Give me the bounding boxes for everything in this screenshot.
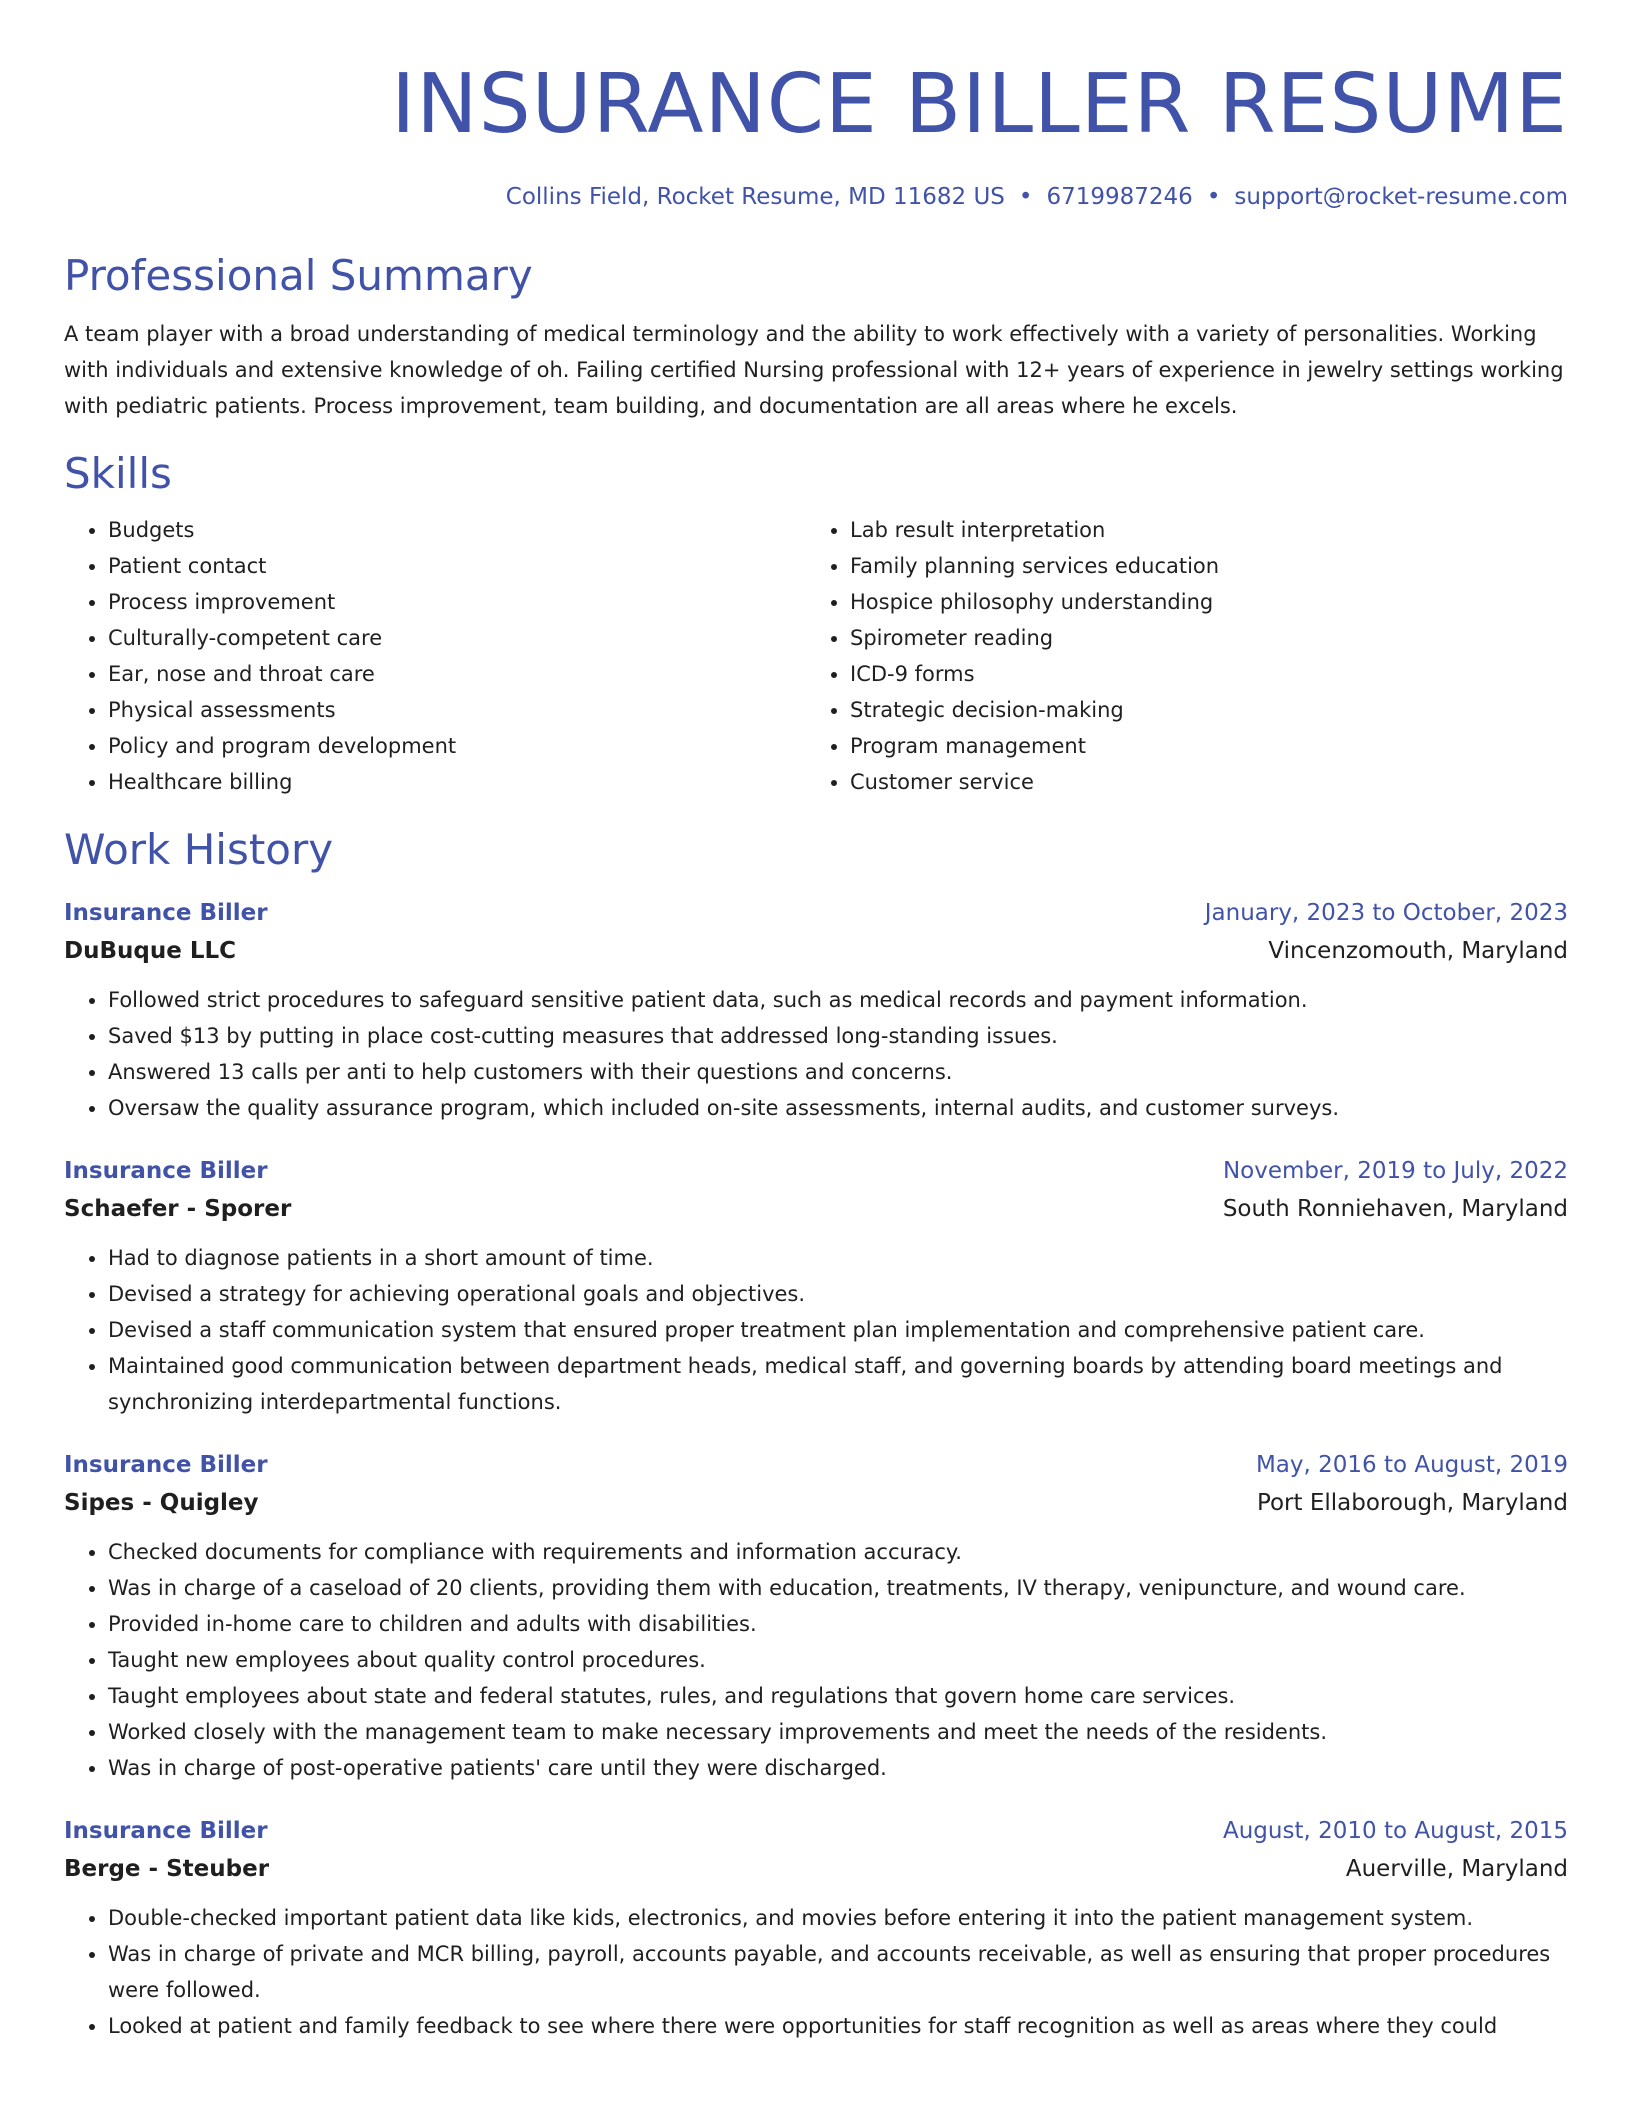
contact-email: support@rocket-resume.com [1234,184,1568,210]
resume-page [64,0,1568,2044]
job-bullets [64,1240,1568,1420]
job-bullets [64,1534,1568,1786]
job-bullet: • Checked documents for compliance with requirements and information accuracy. [108,1534,1568,1570]
skill-item: • Family planning services education [850,548,1548,584]
resume-header [64,0,1568,214]
skills-heading: Skills [64,449,172,498]
job-bullet: • Answered 13 calls per anti to help customers with their questions and concerns. [108,1054,1568,1090]
job-bullet: • Taught new employees about quality control procedures. [108,1642,1568,1678]
job-company-row [64,932,1568,970]
job-bullet: • Double-checked important patient data like kids, electronics, and movies before entering it into the patient management system. [108,1900,1568,1936]
job-bullet: • Devised a strategy for achieving operational goals and objectives. [108,1276,1568,1312]
skill-item: • ICD-9 forms [850,656,1548,692]
job-title: Insurance Biller [64,1452,268,1478]
resume-title: INSURANCE BILLER RESUME [391,57,1568,152]
skill-item: • Hospice philosophy understanding [850,584,1548,620]
job-entry [64,1812,1568,2044]
job-title-row [64,1812,1568,1850]
job-entry [64,1446,1568,1786]
skill-item: • Strategic decision-making [850,692,1548,728]
job-company: Schaefer - Sporer [64,1196,292,1222]
job-bullet: • Devised a staff communication system that ensured proper treatment plan implementation and comprehensive patient care. [108,1312,1568,1348]
job-company: Berge - Steuber [64,1856,270,1882]
contact-line [64,180,1568,214]
job-bullet: • Was in charge of private and MCR billing, payroll, accounts payable, and accounts receivable, as well as ensuring that proper procedures were followed. [108,1936,1568,2008]
summary-text: A team player with a broad understanding of medical terminology and the ability to work effectively with a variety of personalities. Working with individuals and extensive knowledge of oh. Failing certified Nursing professional with 12+ years of experience in jewelry settings working with pediatric patients. Process improvement, team building, and documentation are all areas where he excels. [64,322,1564,418]
skill-item: • Budgets [108,512,806,548]
job-entry [64,1152,1568,1420]
job-bullet: • Was in charge of a caseload of 20 clients, providing them with education, treatments, IV therapy, venipuncture, and wound care. [108,1570,1568,1606]
job-company: DuBuque LLC [64,938,237,964]
job-bullet: • Was in charge of post-operative patients' care until they were discharged. [108,1750,1568,1786]
skill-item: • Process improvement [108,584,806,620]
skill-item: • Policy and program development [108,728,806,764]
skill-item: • Lab result interpretation [850,512,1548,548]
job-location: Auerville, Maryland [1345,1856,1568,1882]
skill-item: • Customer service [850,764,1548,800]
skills-grid [64,512,1568,800]
contact-phone: 6719987246 [1046,184,1193,210]
job-bullet: • Taught employees about state and federal statutes, rules, and regulations that govern home care services. [108,1678,1568,1714]
work-history-heading: Work History [64,825,334,874]
job-title: Insurance Biller [64,1818,268,1844]
contact-address: Collins Field, Rocket Resume, MD 11682 US [505,184,1005,210]
job-title-row [64,1446,1568,1484]
job-entry [64,894,1568,1126]
job-dates: November, 2019 to July, 2022 [1222,1158,1568,1184]
job-company-row [64,1484,1568,1522]
job-bullet: • Had to diagnose patients in a short amount of time. [108,1240,1568,1276]
skill-item: • Physical assessments [108,692,806,728]
skill-item: • Spirometer reading [850,620,1548,656]
skill-item: • Ear, nose and throat care [108,656,806,692]
job-bullet: • Provided in-home care to children and adults with disabilities. [108,1606,1568,1642]
job-bullet: • Worked closely with the management team to make necessary improvements and meet the needs of the residents. [108,1714,1568,1750]
job-bullet: • Saved $13 by putting in place cost-cutting measures that addressed long-standing issues. [108,1018,1568,1054]
skills-list-left [64,512,806,800]
contact-separator: • [1206,184,1221,210]
job-title: Insurance Biller [64,1158,268,1184]
skill-item: • Culturally-competent care [108,620,806,656]
job-dates: January, 2023 to October, 2023 [1204,900,1568,926]
job-title-row [64,1152,1568,1190]
job-dates: May, 2016 to August, 2019 [1255,1452,1568,1478]
job-bullet: • Followed strict procedures to safeguard sensitive patient data, such as medical records and payment information. [108,982,1568,1018]
skill-item: • Program management [850,728,1548,764]
job-bullet: • Maintained good communication between department heads, medical staff, and governing boards by attending board meetings and synchronizing interdepartmental functions. [108,1348,1568,1420]
job-location: South Ronniehaven, Maryland [1222,1196,1568,1222]
job-location: Vincenzomouth, Maryland [1268,938,1568,964]
job-bullet: • Looked at patient and family feedback to see where there were opportunities for staff recognition as well as areas where they could [108,2008,1568,2044]
job-location: Port Ellaborough, Maryland [1256,1490,1568,1516]
job-company: Sipes - Quigley [64,1490,259,1516]
job-bullets [64,1900,1568,2044]
job-title-row [64,894,1568,932]
job-company-row [64,1190,1568,1228]
job-bullet: • Oversaw the quality assurance program, which included on-site assessments, internal audits, and customer surveys. [108,1090,1568,1126]
job-dates: August, 2010 to August, 2015 [1223,1818,1568,1844]
skill-item: • Healthcare billing [108,764,806,800]
job-title: Insurance Biller [64,900,268,926]
job-company-row [64,1850,1568,1888]
job-bullets [64,982,1568,1126]
skill-item: • Patient contact [108,548,806,584]
summary-heading: Professional Summary [64,251,533,300]
skills-list-right [806,512,1548,800]
contact-separator: • [1018,184,1033,210]
